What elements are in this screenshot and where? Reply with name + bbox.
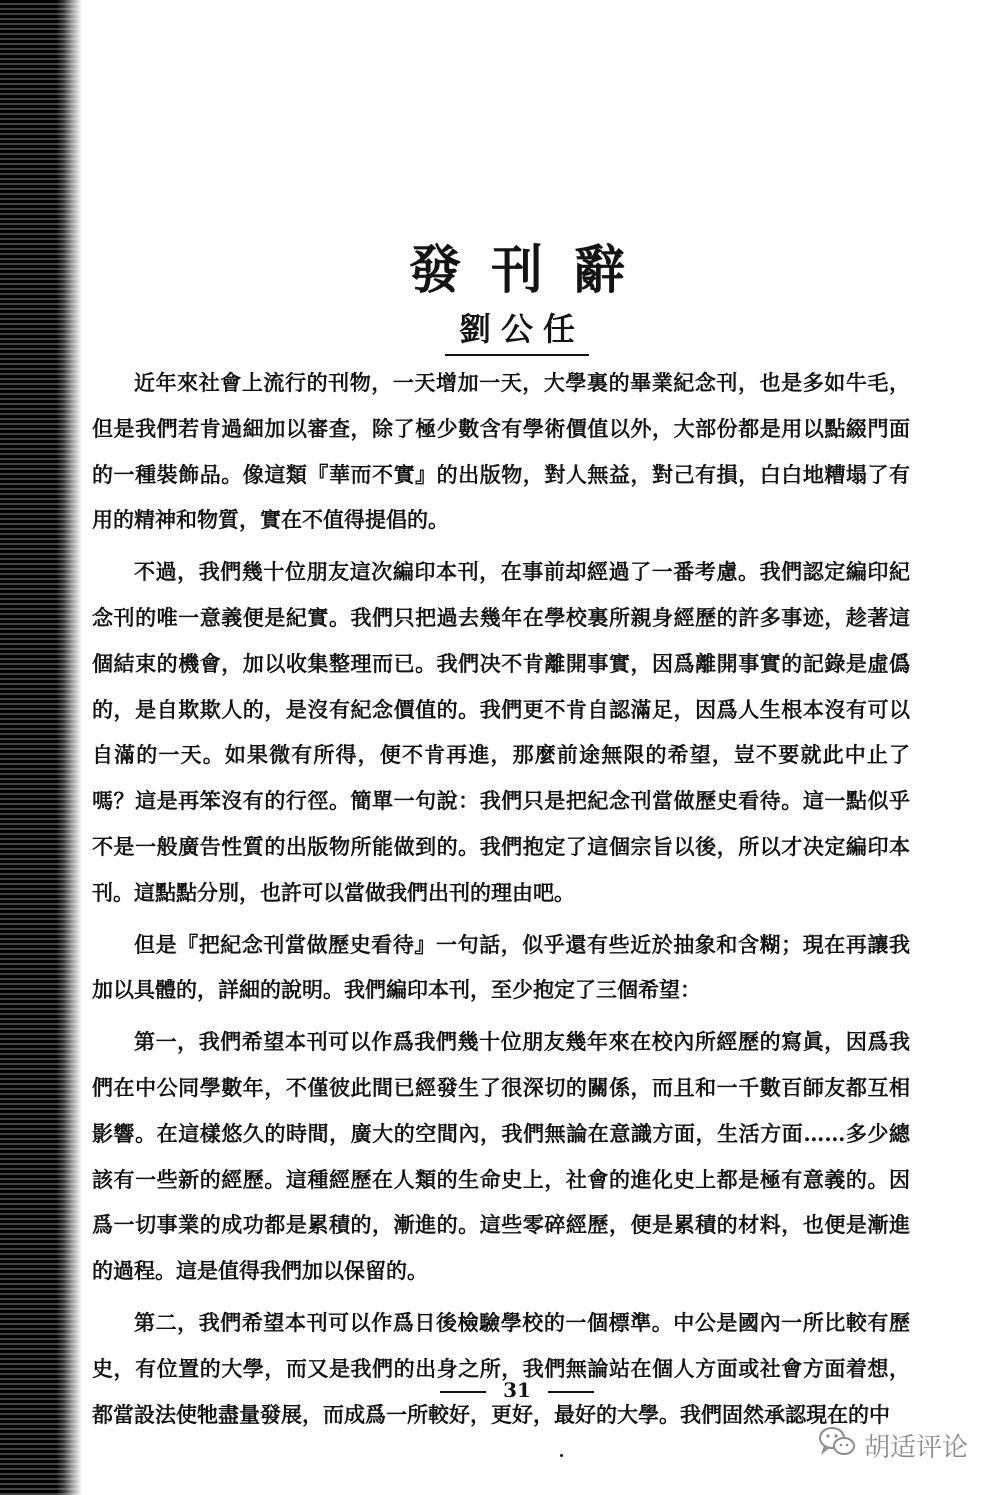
article-title: 發刊辭 (408, 240, 655, 301)
page-footer (40, 1378, 994, 1402)
paragraph-5: 第二，我們希望本刊可以作爲日後檢驗學校的一個標準。中公是國內一所比較有歷史，有位置的大學，而又是我們的出身之所，我們無論站在個人方面或社會方面着想，都當設法使牠盡量發展，而成爲一所較好，更好，最好的大學。我們固然承認現在的中 (92, 1309, 910, 1427)
author-name: 劉公任 (445, 304, 589, 356)
paragraph-2: 不過，我們幾十位朋友這次編印本刊，在事前却經過了一番考慮。我們認定編印紀念刊的唯一意義便是紀實。我們只把過去幾年在學校裏所親身經歷的許多事迹，趁著這個結束的機會，加以收集整理而已。我們决不肯離開事實，因爲離開事實的記錄是虛僞的，是自欺欺人的，是沒有紀念價值的。我們更不肯自認滿足，因爲人生根本沒有可以自滿的一天。如果微有所得，便不肯再進，那麼前途無限的希望，豈不要就此中止了嗎？這是再笨沒有的行徑。簡單一句說：我們只是把紀念刊當做歷史看待。這一點似乎不是一般廣告性質的出版物所能做到的。我們抱定了這個宗旨以後，所以才决定編印本刊。這點點分別，也許可以當做我們出刊的理由吧。 (92, 559, 910, 905)
print-speck (560, 1454, 563, 1457)
article-body (92, 360, 910, 1443)
watermark (818, 1426, 968, 1465)
paragraph-1: 近年來社會上流行的刊物，一天增加一天，大學裏的畢業紀念刊，也是多如牛毛，但是我們若肯過細加以審查，除了極少數含有學術價值以外，大部份都是用以點綴門面的一種裝飾品。像這類『華而不實』的出版物，對人無益，對己有損，白白地糟塌了有用的精神和物質，實在不值得提倡的。 (92, 370, 910, 533)
footer-dash-right (548, 1391, 594, 1393)
footer-dash-left (440, 1391, 486, 1393)
document-page (40, 0, 994, 1495)
wechat-icon (818, 1426, 856, 1465)
page-number: 31 (503, 1378, 531, 1402)
paragraph-3: 但是『把紀念刊當做歷史看待』一句話，似乎還有些近於抽象和含糊；現在再讓我加以具體的，詳細的說明。我們編印本刊，至少抱定了三個希望： (92, 931, 910, 1003)
watermark-text: 胡适评论 (863, 1433, 968, 1463)
article-author (40, 304, 994, 356)
paragraph-4: 第一，我們希望本刊可以作爲我們幾十位朋友幾年來在校內所經歷的寫眞，因爲我們在中公同學數年，不僅彼此間已經發生了很深切的關係，而且和一千數百師友都互相影響。在這樣悠久的時間，廣大的空間內，我們無論在意識方面，生活方面……多少總該有一些新的經歷。這種經歷在人類的生命史上，社會的進化史上都是極有意義的。因爲一切事業的成功都是累積的，漸進的。這些零碎經歷，便是累積的材料，也便是漸進的過程。這是值得我們加以保留的。 (92, 1029, 910, 1284)
